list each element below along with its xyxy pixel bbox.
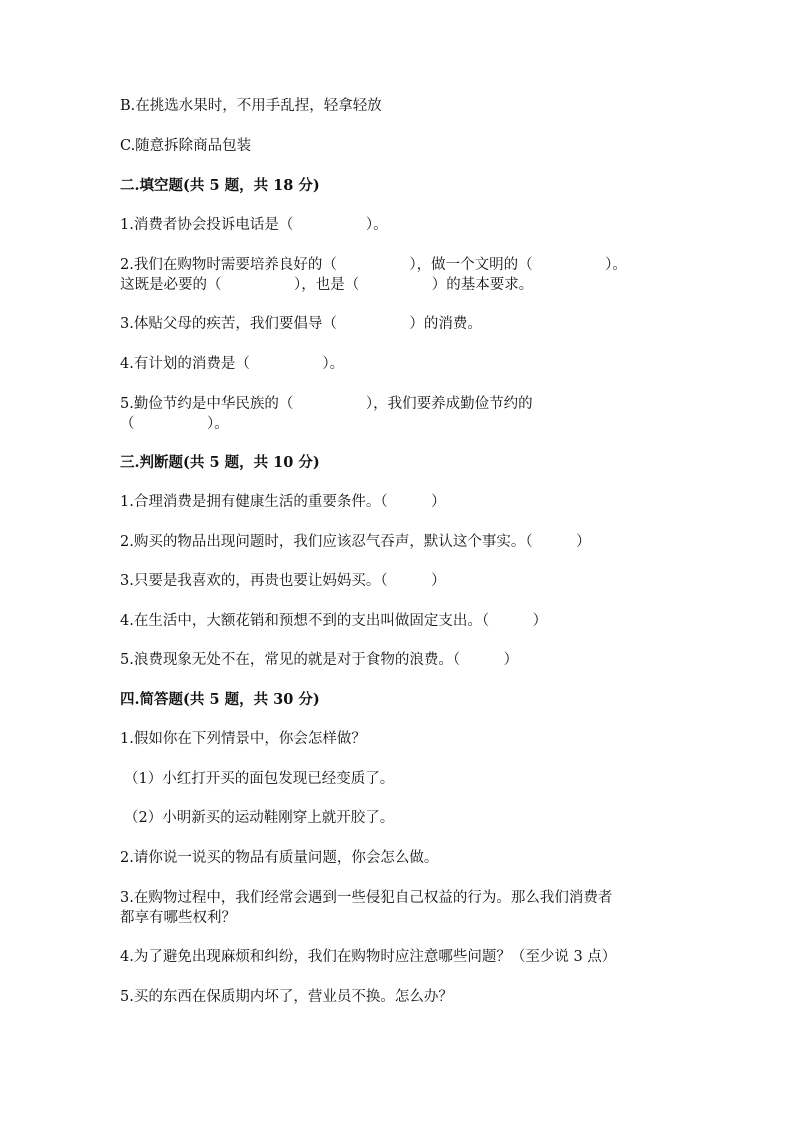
- fill-question-5-line-2: （ ）。: [120, 416, 229, 432]
- section-heading-judge: 三.判断题(共 5 题，共 10 分): [120, 454, 320, 471]
- short-question-1: 1.假如你在下列情景中，你会怎样做？: [120, 731, 366, 747]
- fill-question-1: 1.消费者协会投诉电话是（ ）。: [120, 217, 388, 233]
- fill-question-3: 3.体贴父母的疾苦，我们要倡导（ ）的消费。: [120, 316, 482, 332]
- section-heading-fill: 二.填空题(共 5 题，共 18 分): [120, 177, 320, 194]
- judge-question-2: 2.购买的物品出现问题时，我们应该忍气吞声，默认这个事实。（ ）: [120, 534, 591, 550]
- short-question-3-line-2: 都享有哪些权利？: [120, 910, 236, 926]
- option-c: C.随意拆除商品包装: [120, 138, 252, 154]
- fill-question-2-line-2: 这既是必要的（ ），也是（ ）的基本要求。: [120, 277, 534, 293]
- short-question-3-line-1: 3.在购物过程中，我们经常会遇到一些侵犯自己权益的行为。那么我们消费者: [120, 890, 613, 906]
- short-question-5: 5.买的东西在保质期内坏了，营业员不换。怎么办？: [120, 989, 453, 1005]
- section-heading-short: 四.简答题(共 5 题，共 30 分): [120, 691, 320, 708]
- fill-question-2-line-1: 2.我们在购物时需要培养良好的（ ），做一个文明的（ ）。: [120, 257, 627, 273]
- option-b: B.在挑选水果时，不用手乱捏，轻拿轻放: [120, 98, 382, 114]
- short-question-1-case-a: （1）小红打开买的面包发现已经变质了。: [124, 771, 395, 787]
- judge-question-3: 3.只要是我喜欢的，再贵也要让妈妈买。（ ）: [120, 573, 446, 589]
- short-question-2: 2.请你说一说买的物品有质量问题，你会怎么做。: [120, 850, 439, 866]
- short-question-1-case-b: （2）小明新买的运动鞋刚穿上就开胶了。: [124, 810, 395, 826]
- judge-question-1: 1.合理消费是拥有健康生活的重要条件。（ ）: [120, 494, 446, 510]
- judge-question-4: 4.在生活中，大额花销和预想不到的支出叫做固定支出。（ ）: [120, 613, 548, 629]
- fill-question-4: 4.有计划的消费是（ ）。: [120, 356, 345, 372]
- judge-question-5: 5.浪费现象无处不在，常见的就是对于食物的浪费。（ ）: [120, 652, 519, 668]
- short-question-4: 4.为了避免出现麻烦和纠纷，我们在购物时应注意哪些问题？（至少说 3 点）: [120, 949, 617, 965]
- fill-question-5-line-1: 5.勤俭节约是中华民族的（ ），我们要养成勤俭节约的: [120, 396, 533, 412]
